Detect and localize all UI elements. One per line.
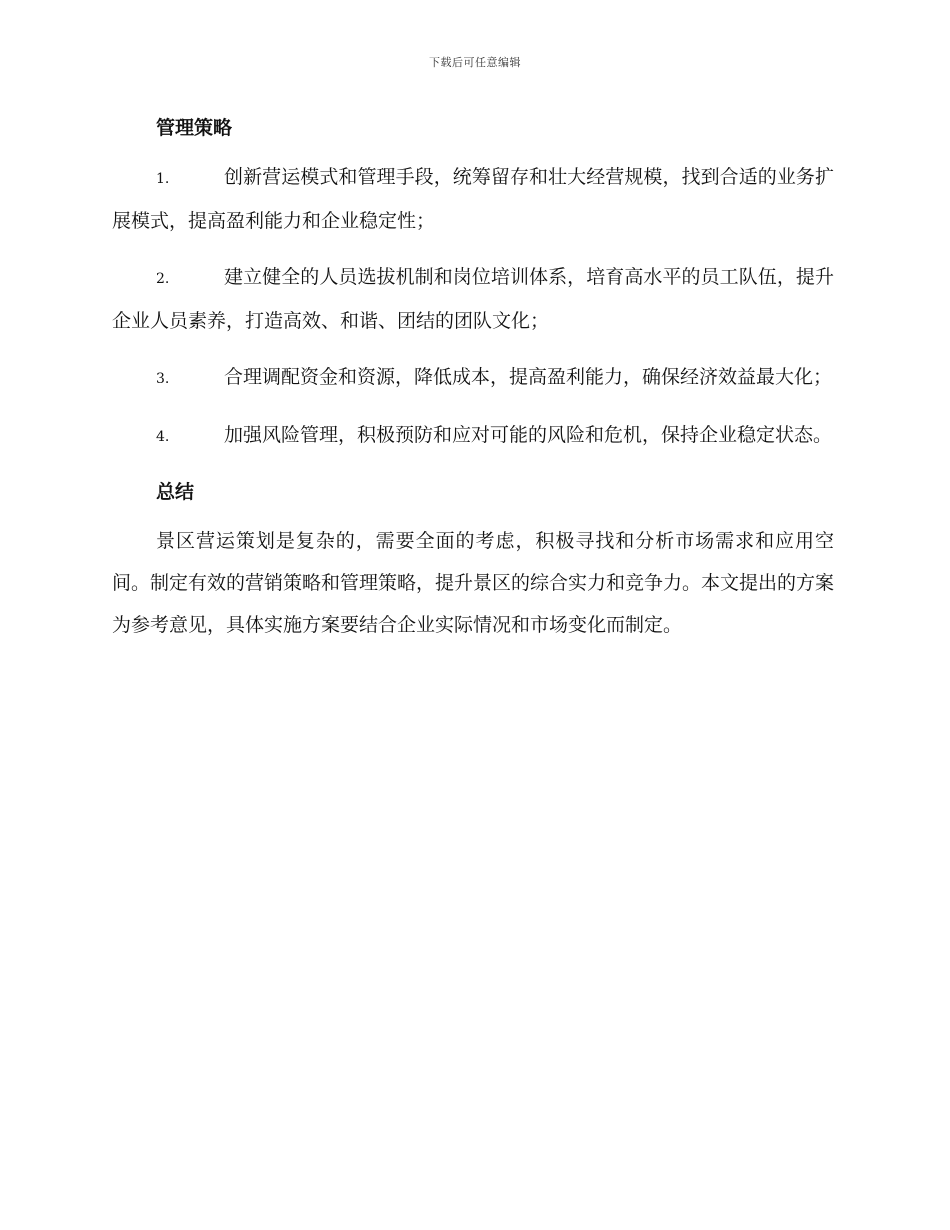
list-item-number: 3.	[156, 371, 170, 387]
list-item-text: 创新营运模式和管理手段，统筹留存和壮大经营规模，找到合适的业务扩展模式，提高盈利能力和企业稳定性；	[112, 166, 834, 232]
list-item-text: 加强风险管理，积极预防和应对可能的风险和危机，保持企业稳定状态。	[224, 424, 833, 446]
list-item-number: 2.	[156, 271, 170, 287]
management-list	[112, 156, 834, 458]
summary-paragraph: 景区营运策划是复杂的，需要全面的考虑，积极寻找和分析市场需求和应用空间。制定有效的营销策略和管理策略，提升景区的综合实力和竞争力。本文提出的方案为参考意见，具体实施方案要结合企业实际情况和市场变化而制定。	[112, 530, 835, 636]
list-item	[112, 356, 834, 400]
list-item	[112, 256, 834, 342]
list-item-number: 1.	[156, 171, 170, 187]
list-item	[112, 156, 834, 242]
header-note: 下载后可任意编辑	[429, 56, 521, 69]
document-body	[112, 108, 834, 646]
summary-heading: 总结	[156, 481, 195, 503]
list-item	[112, 414, 834, 458]
management-heading: 管理策略	[156, 117, 233, 139]
list-item-text: 合理调配资金和资源，降低成本，提高盈利能力，确保经济效益最大化；	[224, 366, 833, 388]
list-item-number: 4.	[156, 429, 170, 445]
list-item-text: 建立健全的人员选拔机制和岗位培训体系，培育高水平的员工队伍，提升企业人员素养，打造高效、和谐、团结的团队文化；	[112, 266, 834, 332]
